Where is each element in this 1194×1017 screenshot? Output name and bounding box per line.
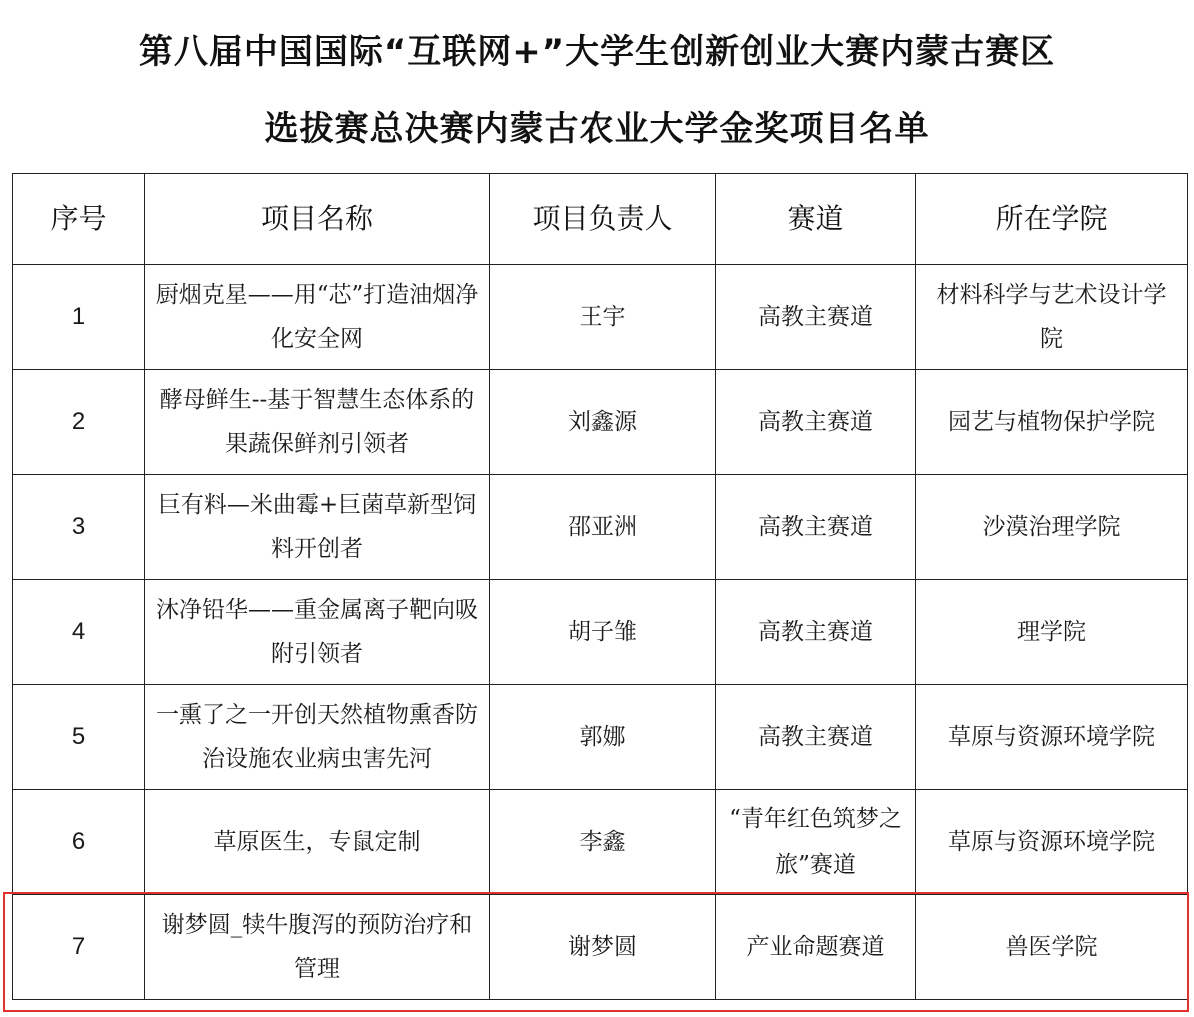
cell-no: 3 — [13, 475, 145, 580]
cell-leader: 谢梦圆 — [490, 895, 716, 1000]
cell-leader: 王宇 — [490, 265, 716, 370]
cell-no: 1 — [13, 265, 145, 370]
cell-college: 兽医学院 — [916, 895, 1188, 1000]
cell-leader: 刘鑫源 — [490, 370, 716, 475]
cell-leader: 李鑫 — [490, 790, 716, 895]
table-row — [13, 475, 1188, 580]
cell-project: 巨有料—米曲霉+巨菌草新型饲料开创者 — [145, 475, 490, 580]
table-row — [13, 790, 1188, 895]
cell-track: 高教主赛道 — [716, 265, 916, 370]
cell-track: 产业命题赛道 — [716, 895, 916, 1000]
cell-project: 沐净铅华——重金属离子靶向吸附引领者 — [145, 580, 490, 685]
cell-project: 一熏了之一开创天然植物熏香防治设施农业病虫害先河 — [145, 685, 490, 790]
header-track: 赛道 — [716, 174, 916, 265]
cell-college: 材料科学与艺术设计学院 — [916, 265, 1188, 370]
cell-college: 理学院 — [916, 580, 1188, 685]
cell-leader: 邵亚洲 — [490, 475, 716, 580]
cell-no: 7 — [13, 895, 145, 1000]
header-leader: 项目负责人 — [490, 174, 716, 265]
cell-college: 园艺与植物保护学院 — [916, 370, 1188, 475]
cell-college: 草原与资源环境学院 — [916, 685, 1188, 790]
table-row — [13, 370, 1188, 475]
page-title-line-1: 第八届中国国际“互联网+”大学生创新创业大赛内蒙古赛区 — [138, 32, 1056, 72]
award-table — [12, 173, 1188, 1000]
cell-no: 2 — [13, 370, 145, 475]
cell-project: 厨烟克星——用“芯”打造油烟净化安全网 — [145, 265, 490, 370]
cell-project: 草原医生，专鼠定制 — [145, 790, 490, 895]
page-title-line-2: 选拔赛总决赛内蒙古农业大学金奖项目名单 — [264, 109, 930, 149]
cell-project: 酵母鲜生--基于智慧生态体系的果蔬保鲜剂引领者 — [145, 370, 490, 475]
cell-college: 草原与资源环境学院 — [916, 790, 1188, 895]
cell-track: 高教主赛道 — [716, 580, 916, 685]
table-row — [13, 685, 1188, 790]
table-row — [13, 580, 1188, 685]
header-row — [13, 174, 1188, 265]
cell-track: 高教主赛道 — [716, 475, 916, 580]
cell-leader: 胡子雏 — [490, 580, 716, 685]
cell-no: 5 — [13, 685, 145, 790]
cell-track: 高教主赛道 — [716, 685, 916, 790]
cell-project: 谢梦圆_犊牛腹泻的预防治疗和管理 — [145, 895, 490, 1000]
table-row — [13, 265, 1188, 370]
header-no: 序号 — [13, 174, 145, 265]
header-project: 项目名称 — [145, 174, 490, 265]
cell-no: 6 — [13, 790, 145, 895]
table-row-highlighted — [13, 895, 1188, 1000]
cell-college: 沙漠治理学院 — [916, 475, 1188, 580]
header-college: 所在学院 — [916, 174, 1188, 265]
cell-no: 4 — [13, 580, 145, 685]
cell-track: 高教主赛道 — [716, 370, 916, 475]
cell-track: “青年红色筑梦之旅”赛道 — [716, 790, 916, 895]
cell-leader: 郭娜 — [490, 685, 716, 790]
